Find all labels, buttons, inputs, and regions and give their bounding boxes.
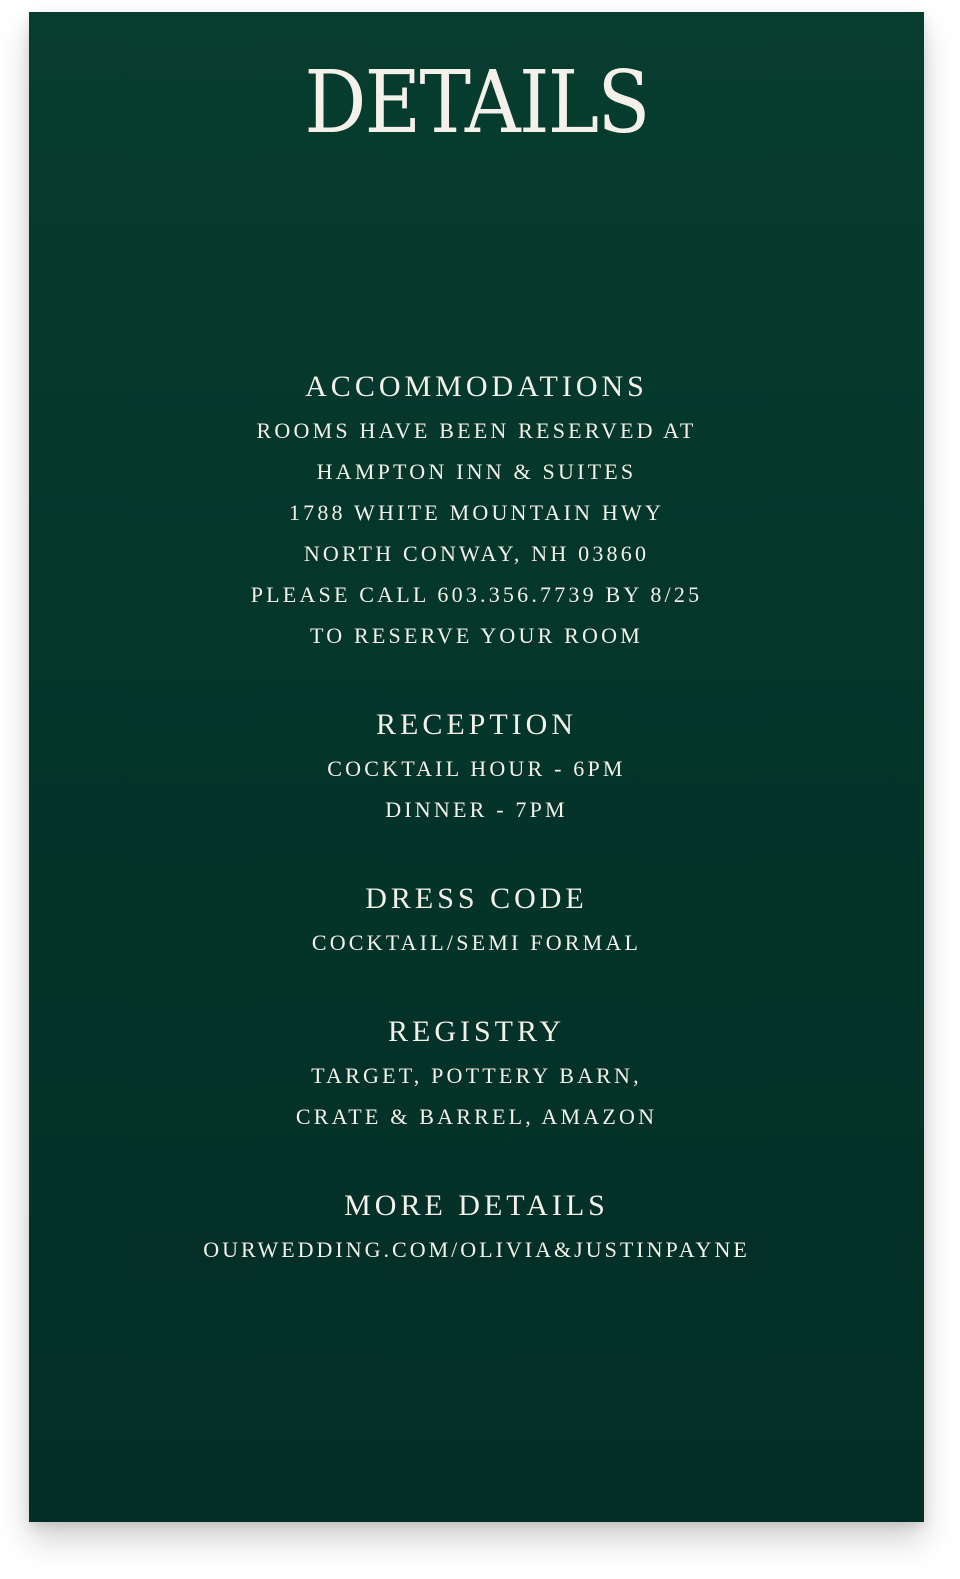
card-content bbox=[29, 367, 924, 1270]
section-spacer bbox=[29, 1137, 924, 1186]
section-heading: DRESS CODE bbox=[365, 882, 588, 915]
section-dress-code bbox=[29, 879, 924, 963]
section-line: COCKTAIL/SEMI FORMAL bbox=[311, 930, 642, 955]
section-line: TO RESERVE YOUR ROOM bbox=[310, 623, 643, 648]
section-line: HAMPTON INN & SUITES bbox=[316, 459, 637, 484]
card-title: DETAILS bbox=[304, 53, 649, 153]
wedding-website-url: OURWEDDING.COM/OLIVIA&JUSTINPAYNE bbox=[203, 1237, 750, 1262]
section-spacer bbox=[29, 963, 924, 1012]
section-line: CRATE & BARREL, AMAZON bbox=[295, 1104, 658, 1129]
section-spacer bbox=[29, 830, 924, 879]
section-spacer bbox=[29, 656, 924, 705]
section-heading: ACCOMMODATIONS bbox=[305, 370, 648, 403]
section-line: PLEASE CALL 603.356.7739 BY 8/25 bbox=[250, 582, 703, 607]
section-heading: RECEPTION bbox=[376, 708, 577, 741]
section-more-details bbox=[29, 1186, 924, 1270]
section-line: TARGET, POTTERY BARN, bbox=[311, 1063, 642, 1088]
section-registry bbox=[29, 1012, 924, 1137]
details-card bbox=[29, 12, 924, 1522]
section-reception bbox=[29, 705, 924, 830]
section-line: DINNER - 7PM bbox=[385, 797, 568, 822]
section-line: 1788 WHITE MOUNTAIN HWY bbox=[288, 500, 665, 525]
section-line: ROOMS HAVE BEEN RESERVED AT bbox=[256, 418, 697, 443]
section-heading: REGISTRY bbox=[387, 1015, 566, 1048]
section-line: COCKTAIL HOUR - 6PM bbox=[327, 756, 626, 781]
section-heading: MORE DETAILS bbox=[344, 1189, 609, 1222]
section-accommodations bbox=[29, 367, 924, 656]
section-line: NORTH CONWAY, NH 03860 bbox=[303, 541, 650, 566]
